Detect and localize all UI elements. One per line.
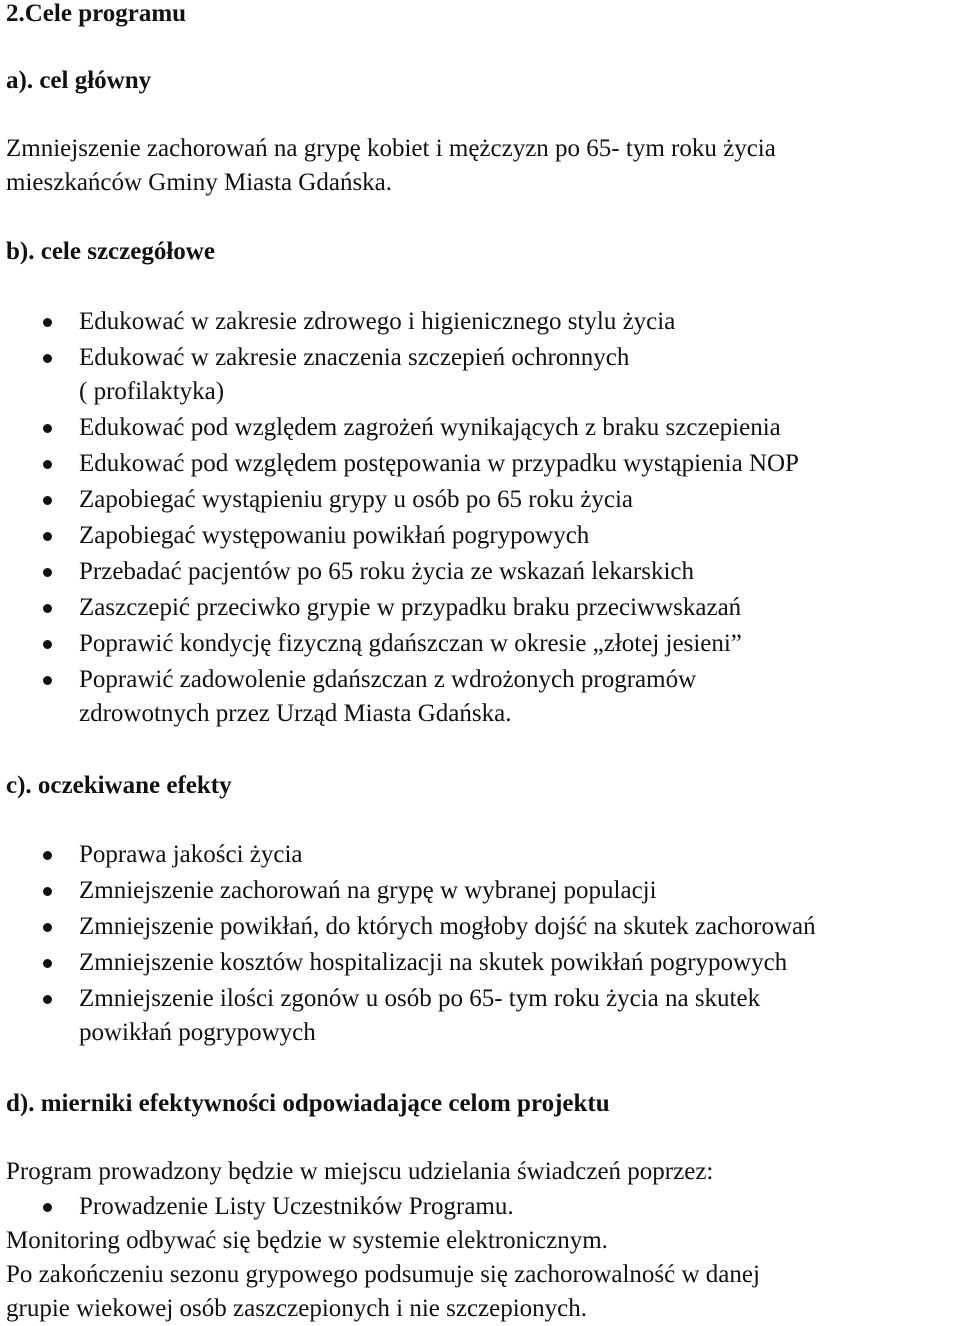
list-item-text: Poprawa jakości życia: [79, 841, 303, 868]
section-title: 2.Cele programu: [6, 0, 187, 27]
list-item: [0, 483, 960, 517]
list-item-text: zdrowotnych przez Urząd Miasta Gdańska.: [79, 700, 512, 727]
list-item-text: powikłań pogrypowych: [79, 1019, 316, 1046]
heading-specific-goals: b). cele szczegółowe: [6, 238, 215, 265]
bullet-icon: [43, 887, 52, 896]
main-goal-line-2: mieszkańców Gminy Miasta Gdańska.: [6, 169, 393, 196]
list-item-text: Zapobiegać występowaniu powikłań pogrypowych: [79, 522, 590, 549]
list-item: [0, 341, 960, 409]
heading-effectiveness-metrics: d). mierniki efektywności odpowiadające celom projektu: [6, 1090, 610, 1117]
list-item-text: Edukować pod względem zagrożeń wynikających z braku szczepienia: [79, 414, 781, 441]
list-item: [0, 591, 960, 625]
bullet-icon: [43, 995, 52, 1004]
bullet-icon: [43, 923, 52, 932]
expected-effects-list: [0, 838, 960, 1052]
list-item: [0, 1190, 960, 1224]
list-item: [0, 411, 960, 445]
heading-expected-effects: c). oczekiwane efekty: [6, 772, 232, 799]
summary-line-2: grupie wiekowej osób zaszczepionych i nie szczepionych.: [6, 1295, 588, 1322]
list-item-text: Poprawić kondycję fizyczną gdańszczan w okresie „złotej jesieni”: [79, 630, 742, 657]
bullet-icon: [43, 354, 52, 363]
list-item-text: Zaszczepić przeciwko grypie w przypadku braku przeciwwskazań: [79, 594, 742, 621]
specific-goals-list: [0, 305, 960, 733]
bullet-icon: [43, 640, 52, 649]
main-goal-line-1: Zmniejszenie zachorowań na grypę kobiet i mężczyzn po 65- tym roku życia: [6, 135, 776, 162]
list-item: [0, 447, 960, 481]
list-item-text: Poprawić zadowolenie gdańszczan z wdrożonych programów: [79, 666, 697, 693]
bullet-icon: [43, 460, 52, 469]
list-item: [0, 519, 960, 553]
list-item: [0, 982, 960, 1050]
metrics-intro: Program prowadzony będzie w miejscu udzielania świadczeń poprzez:: [6, 1158, 714, 1185]
list-item: [0, 838, 960, 872]
bullet-icon: [43, 676, 52, 685]
bullet-icon: [43, 959, 52, 968]
list-item-text: Edukować pod względem postępowania w przypadku wystąpienia NOP: [79, 450, 799, 477]
list-item-text: Prowadzenie Listy Uczestników Programu.: [79, 1193, 514, 1220]
list-item-text: Zmniejszenie ilości zgonów u osób po 65- tym roku życia na skutek: [79, 985, 761, 1012]
bullet-icon: [43, 496, 52, 505]
list-item-text: ( profilaktyka): [79, 378, 225, 405]
list-item-text: Zmniejszenie zachorowań na grypę w wybranej populacji: [79, 877, 657, 904]
list-item-text: Zmniejszenie kosztów hospitalizacji na skutek powikłań pogrypowych: [79, 949, 788, 976]
bullet-icon: [43, 318, 52, 327]
list-item-text: Zmniejszenie powikłań, do których mogłoby dojść na skutek zachorowań: [79, 913, 816, 940]
list-item-text: Przebadać pacjentów po 65 roku życia ze wskazań lekarskich: [79, 558, 695, 585]
bullet-icon: [43, 1203, 52, 1212]
list-item: [0, 663, 960, 731]
monitoring-line: Monitoring odbywać się będzie w systemie elektronicznym.: [6, 1227, 608, 1254]
bullet-icon: [43, 851, 52, 860]
metrics-list: [0, 1190, 960, 1224]
list-item: [0, 874, 960, 908]
list-item: [0, 946, 960, 980]
summary-line-1: Po zakończeniu sezonu grypowego podsumuje się zachorowalność w danej: [6, 1261, 760, 1288]
list-item: [0, 555, 960, 589]
heading-main-goal: a). cel główny: [6, 67, 152, 94]
list-item-text: Edukować w zakresie zdrowego i higienicznego stylu życia: [79, 308, 676, 335]
bullet-icon: [43, 424, 52, 433]
bullet-icon: [43, 532, 52, 541]
list-item: [0, 305, 960, 339]
list-item: [0, 910, 960, 944]
bullet-icon: [43, 568, 52, 577]
bullet-icon: [43, 604, 52, 613]
list-item-text: Edukować w zakresie znaczenia szczepień ochronnych: [79, 344, 630, 371]
list-item: [0, 627, 960, 661]
list-item-text: Zapobiegać wystąpieniu grypy u osób po 65 roku życia: [79, 486, 634, 513]
